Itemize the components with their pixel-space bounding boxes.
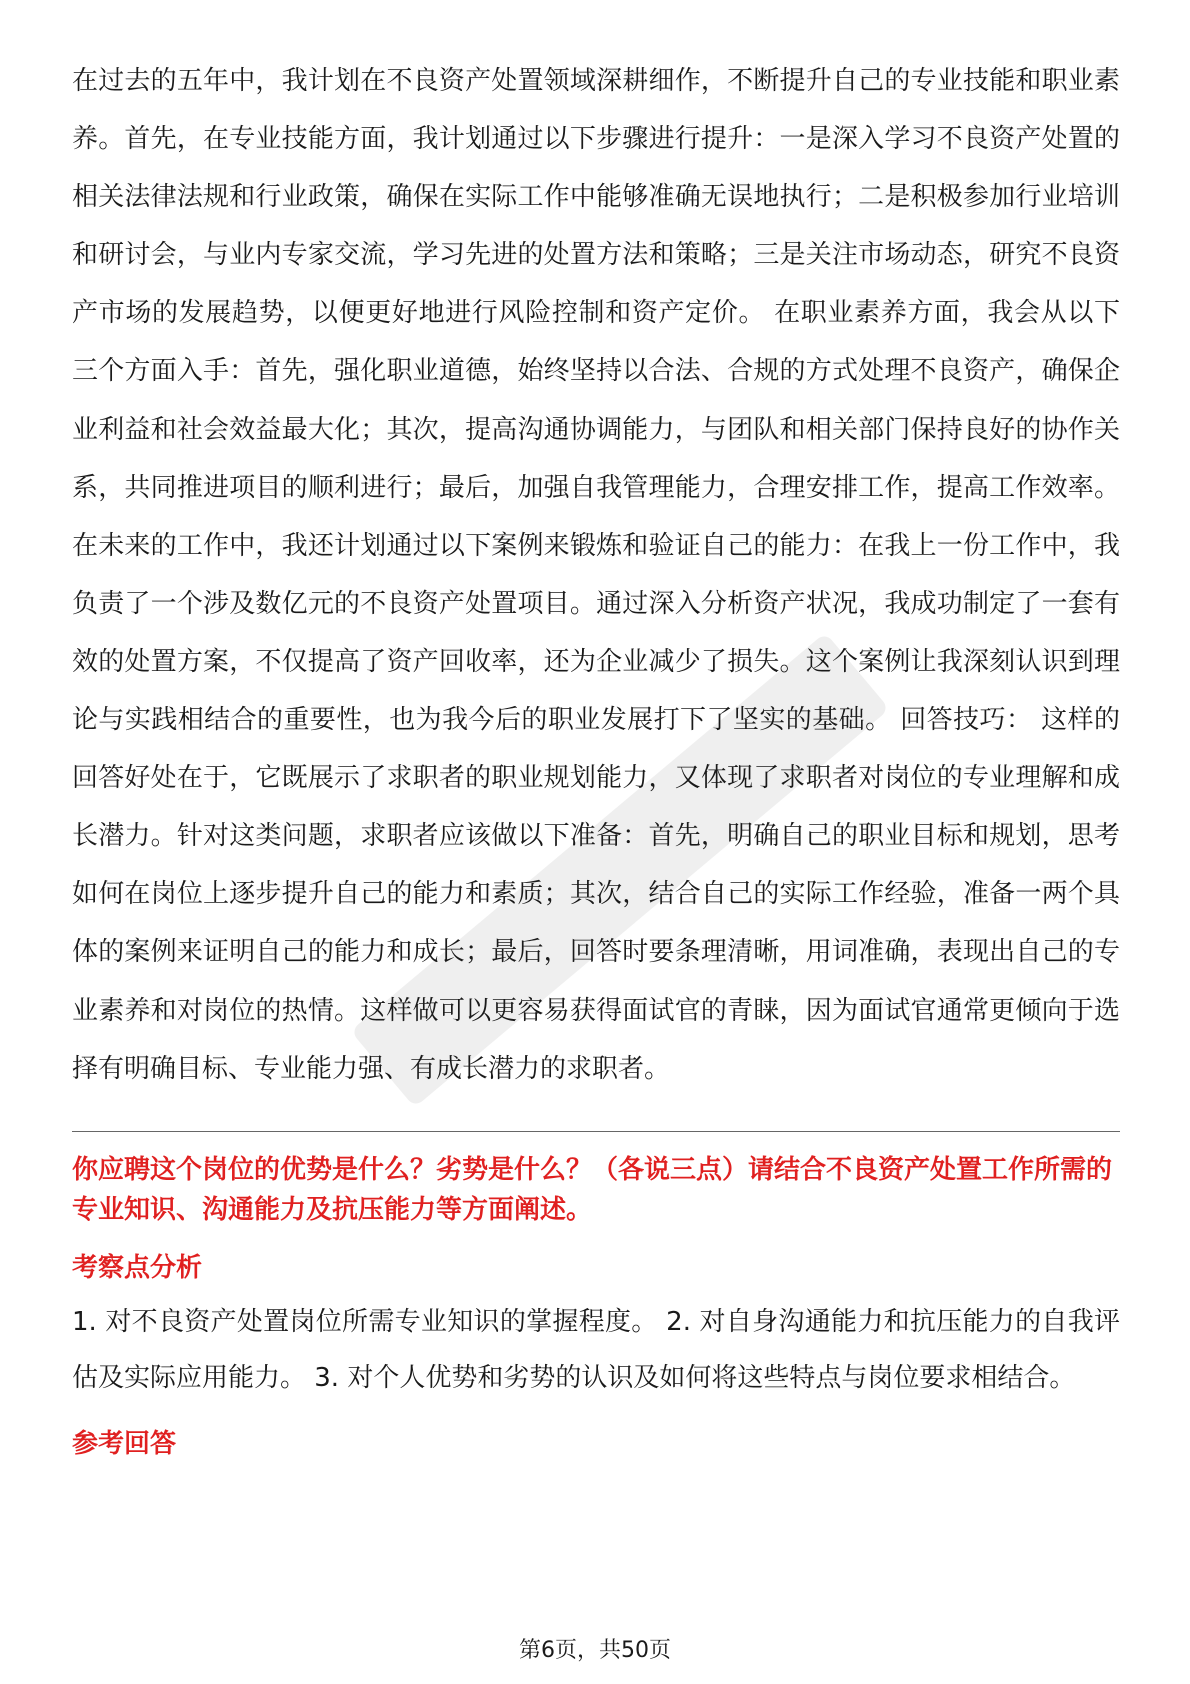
analysis-paragraph: 1. 对不良资产处置岗位所需专业知识的掌握程度。 2. 对自身沟通能力和抗压能力的自我评估及实际应用能力。 3. 对个人优势和劣势的认识及如何将这些特点与岗位要求相结合。	[72, 1306, 1120, 1393]
reference-answer-heading: 参考回答	[72, 1428, 177, 1459]
analysis-heading: 考察点分析	[72, 1252, 203, 1283]
question-heading: 你应聘这个岗位的优势是什么？劣势是什么？（各说三点）请结合不良资产处置工作所需的专业知识、沟通能力及抗压能力等方面阐述。	[72, 1154, 1113, 1225]
section-divider	[72, 1131, 1120, 1132]
body-paragraph: 在过去的五年中，我计划在不良资产处置领域深耕细作，不断提升自己的专业技能和职业素养。首先，在专业技能方面，我计划通过以下步骤进行提升：一是深入学习不良资产处置的相关法律法规和行业政策，确保在实际工作中能够准确无误地执行；二是积极参加行业培训和研讨会，与业内专家交流，学习先进的处置方法和策略；三是关注市场动态，研究不良资产市场的发展趋势，以便更好地进行风险控制和资产定价。 在职业素养方面，我会从以下三个方面入手：首先，强化职业道德，始终坚持以合法、合规的方式处理不良资产，确保企业利益和社会效益最大化；其次，提高沟通协调能力，与团队和相关部门保持良好的协作关系，共同推进项目的顺利进行；最后，加强自我管理能力，合理安排工作，提高工作效率。 在未来的工作中，我还计划通过以下案例来锻炼和验证自己的能力：在我上一份工作中，我负责了一个涉及数亿元的不良资产处置项目。通过深入分析资产状况，我成功制定了一套有效的处置方案，不仅提高了资产回收率，还为企业减少了损失。这个案例让我深刻认识到理论与实践相结合的重要性，也为我今后的职业发展打下了坚实的基础。 回答技巧： 这样的回答好处在于，它既展示了求职者的职业规划能力，又体现了求职者对岗位的专业理解和成长潜力。针对这类问题，求职者应该做以下准备：首先，明确自己的职业目标和规划，思考如何在岗位上逐步提升自己的能力和素质；其次，结合自己的实际工作经验，准备一两个具体的案例来证明自己的能力和成长；最后，回答时要条理清晰，用词准确，表现出自己的专业素养和对岗位的热情。这样做可以更容易获得面试官的青睐，因为面试官通常更倾向于选择有明确目标、专业能力强、有成长潜力的求职者。	[72, 66, 1120, 1084]
page-footer: 第6页，共50页	[519, 1638, 671, 1663]
document-page	[72, 52, 1120, 1470]
